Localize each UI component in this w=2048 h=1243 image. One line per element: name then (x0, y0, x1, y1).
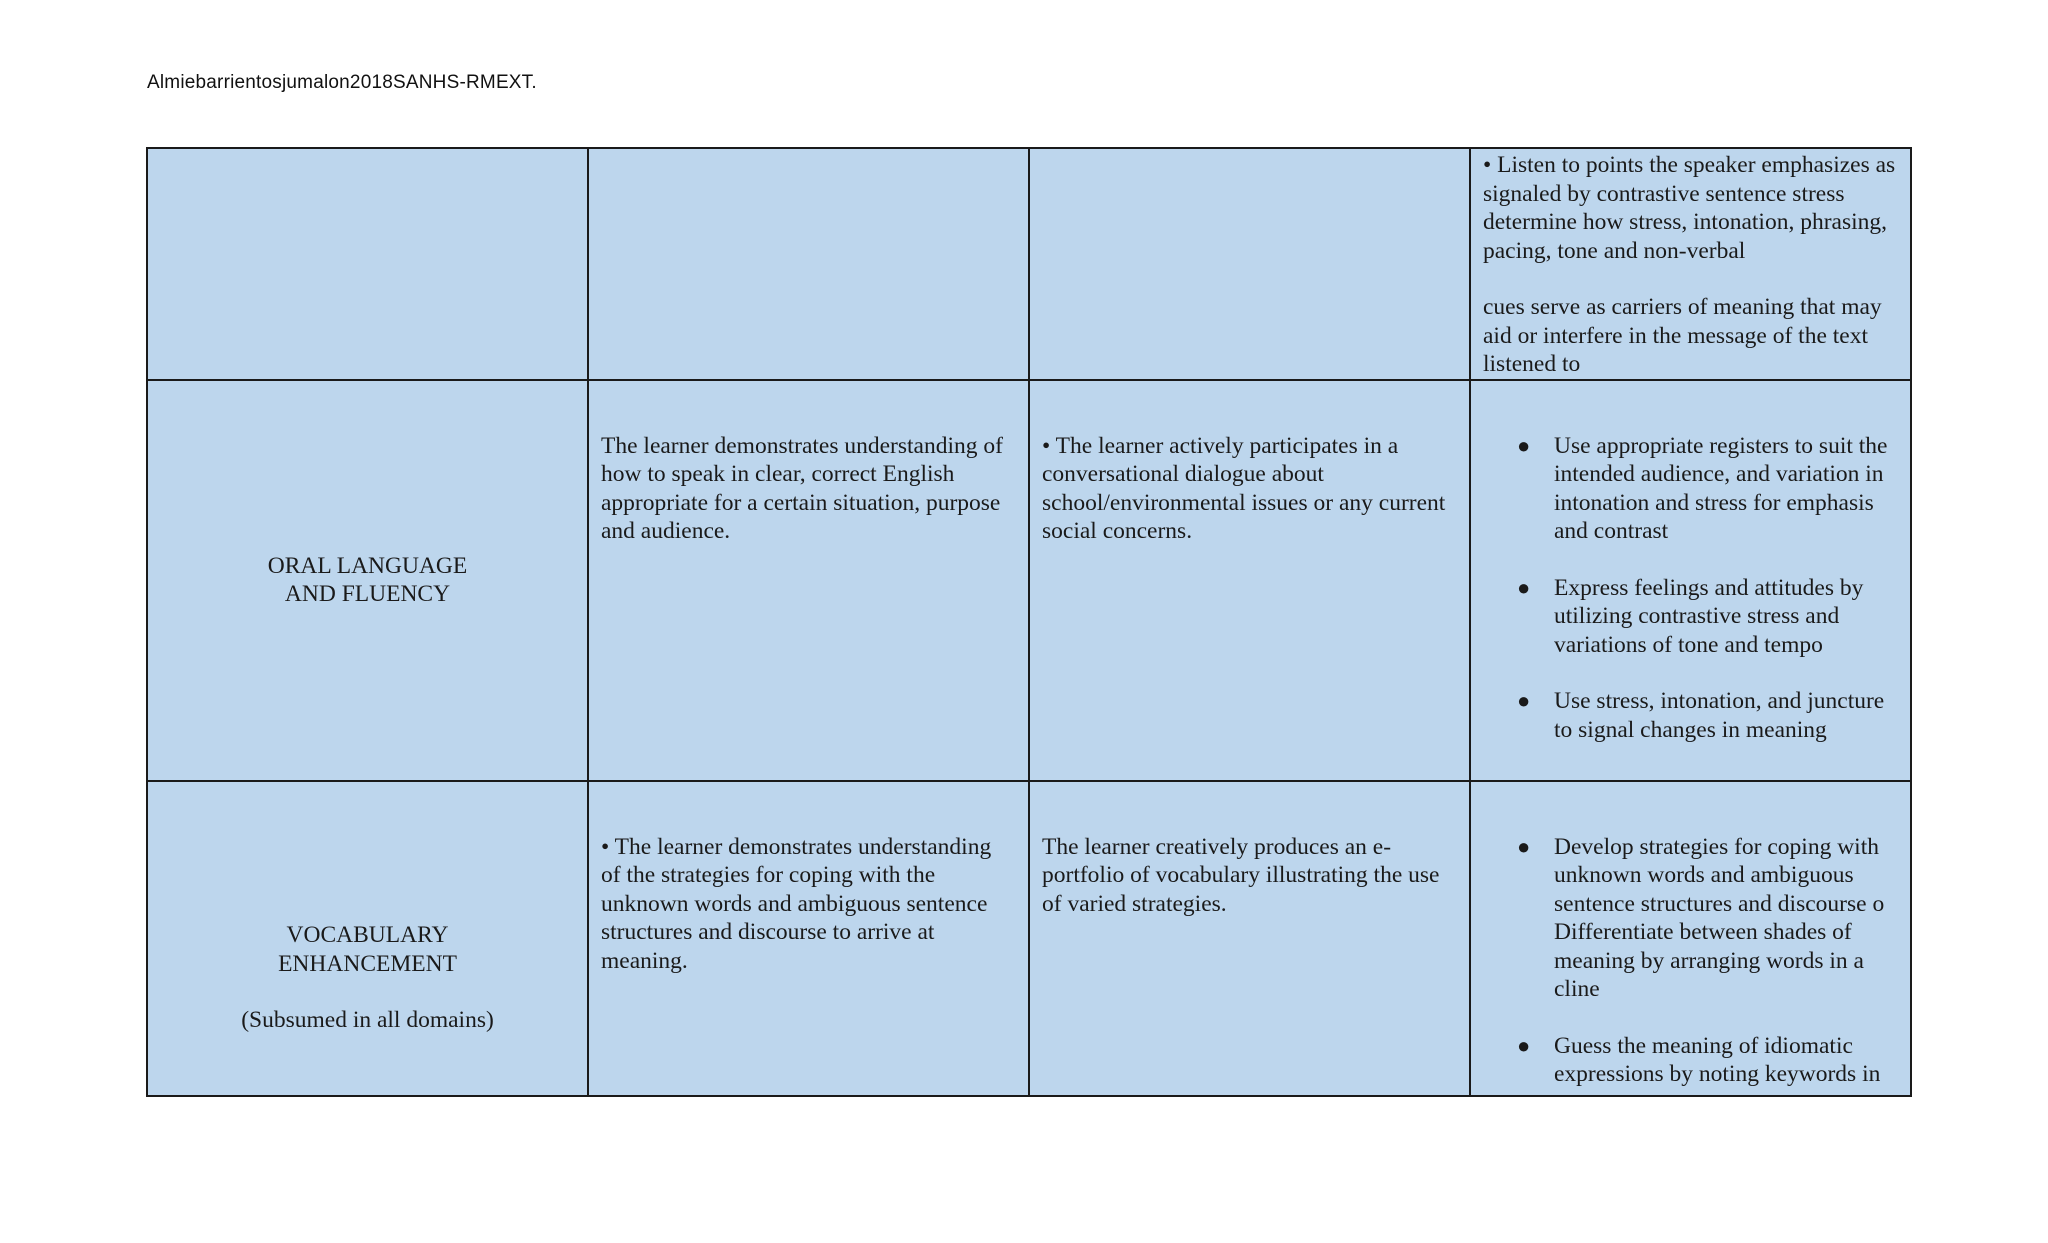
performance-standard-text: The learner creatively produces an e-portfolio of vocabulary illustrating the use of varied strategies. (1042, 833, 1440, 917)
performance-standard-cell (1029, 781, 1470, 1096)
bullet-icon: ● (1517, 833, 1531, 859)
content-standard-cell (588, 380, 1029, 781)
competency-text: • Listen to points the speaker emphasizes as signaled by contrastive sentence stress determine how stress, intonation, phrasing, pacing, tone and non-verbal (1483, 152, 1896, 264)
page-header: Almiebarrientosjumalon2018SANHS-RMEXT. (147, 72, 537, 93)
domain-cell (147, 148, 588, 380)
content-standard-text: The learner demonstrates understanding of how to speak in clear, correct English appropriate for a certain situation, purpose and audience. (601, 432, 1003, 544)
table-row (147, 148, 1911, 380)
bullet-icon: ● (1517, 432, 1531, 458)
list-item: ● Use stress, intonation, and juncture to signal changes in meaning (1517, 688, 1885, 743)
bullet-icon: ● (1517, 574, 1531, 600)
domain-cell (147, 380, 588, 781)
domain-title: VOCABULARY ENHANCEMENT (278, 922, 457, 977)
content-standard-cell (588, 148, 1029, 380)
performance-standard-cell (1029, 148, 1470, 380)
performance-standard-cell (1029, 380, 1470, 781)
list-item: ● Develop strategies for coping with unknown words and ambiguous sentence structures and discourse o Differentiate between shades of meaning by arranging words in a cline (1517, 833, 1885, 1002)
domain-subtitle: (Subsumed in all domains) (241, 1007, 494, 1034)
competencies-cell (1470, 781, 1911, 1096)
content-standard-cell (588, 781, 1029, 1096)
bullet-icon: ● (1517, 688, 1531, 713)
domain-title: ORAL LANGUAGE AND FLUENCY (267, 552, 468, 607)
curriculum-table (146, 147, 1912, 1097)
bullet-icon: ● (1517, 1032, 1531, 1058)
competencies-cell (1470, 148, 1911, 380)
domain-cell (147, 781, 588, 1096)
competency-list (1483, 432, 1898, 745)
table-row (147, 781, 1911, 1096)
list-item: ● Express feelings and attitudes by utilizing contrastive stress and variations of tone and tempo (1517, 574, 1864, 658)
list-item: ● Guess the meaning of idiomatic expressions by noting keywords in (1517, 1032, 1881, 1087)
competencies-cell (1470, 380, 1911, 781)
competency-text: cues serve as carriers of meaning that may aid or interfere in the message of the text listened to (1483, 294, 1882, 377)
table-row (147, 380, 1911, 781)
competency-list (1483, 833, 1898, 1089)
content-standard-text: • The learner demonstrates understanding of the strategies for coping with the unknown words and ambiguous sentence structures and discourse to arrive at meaning. (601, 833, 992, 974)
list-item: ● Use appropriate registers to suit the intended audience, and variation in intonation and stress for emphasis and contrast (1517, 432, 1888, 544)
performance-standard-text: • The learner actively participates in a conversational dialogue about school/environmental issues or any current social concerns. (1042, 432, 1446, 544)
